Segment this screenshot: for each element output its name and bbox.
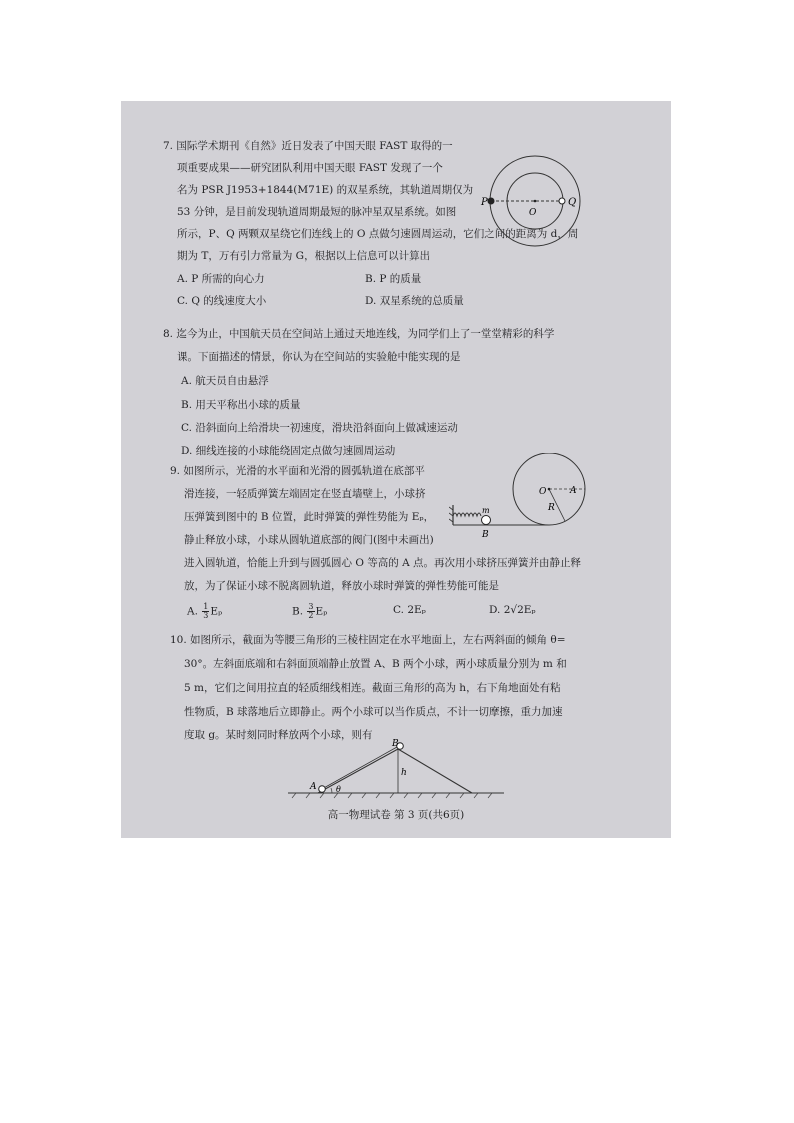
q8-option-c: C. 沿斜面向上给滑块一初速度，滑块沿斜面向上做减速运动 [181, 422, 458, 434]
q7-line-4: 53 分钟，是目前发现轨道周期最短的脉冲星双星系统。如图 [177, 206, 457, 218]
label-theta: θ [336, 785, 341, 794]
q7-line-5: 所示，P、Q 两颗双星绕它们连线上的 O 点做匀速圆周运动，它们之间的距离为 d，周 [177, 228, 579, 240]
q7-line-1: 7. 国际学术期刊《自然》近日发表了中国天眼 FAST 取得的一 [163, 140, 453, 152]
label-o: O [529, 208, 537, 218]
label-m: m [482, 506, 490, 515]
label-p: P [481, 197, 488, 208]
label-h: h [401, 768, 407, 778]
ball [482, 516, 491, 525]
q8-option-b: B. 用天平称出小球的质量 [181, 399, 301, 411]
label-b: B [392, 739, 399, 749]
label-a: A [570, 486, 577, 496]
q10-line-5: 度取 g。某时刻同时释放两个小球，则有 [184, 729, 373, 741]
q9-option-b-fraction: $\frac{3}{2}$ [308, 602, 314, 620]
q9-option-a [187, 603, 222, 620]
q9-line-4: 静止释放小球，小球从圆轨道底部的阀门(图中未画出) [184, 534, 434, 546]
q9-line-6: 放，为了保证小球不脱离圆轨道，释放小球时弹簧的弹性势能可能是 [184, 580, 499, 592]
q9-option-b [292, 603, 327, 620]
q9-line-5: 进入圆轨道，恰能上升到与圆弧圆心 O 等高的 A 点。再次用小球挤压弹簧并由静止释 [184, 557, 582, 569]
q7-line-3: 名为 PSR J1953+1844(M71E) 的双星系统，其轨道周期仅为 [177, 184, 474, 196]
q7-line-2: 项重要成果——研究团队利用中国天眼 FAST 发现了一个 [177, 162, 443, 174]
star-q-dot [559, 198, 565, 204]
ball-a [319, 786, 326, 793]
q9-option-b-energy: Eₚ [315, 605, 328, 618]
triangle-section [318, 749, 472, 793]
q9-line-3: 压弹簧到图中的 B 位置，此时弹簧的弹性势能为 Eₚ， [184, 511, 435, 523]
center-o-dot [534, 200, 537, 203]
angle-arc [331, 788, 332, 793]
exam-page-photo [121, 101, 671, 838]
q10-line-1: 10. 如图所示，截面为等腰三角形的三棱柱固定在水平地面上，左右两斜面的倾角 θ= [170, 634, 566, 646]
q9-line-2: 滑连接，一轻质弹簧左端固定在竖直墙壁上，小球挤 [184, 488, 426, 500]
spring [453, 513, 481, 516]
q9-line-1: 9. 如图所示，光滑的水平面和光滑的圆弧轨道在底部平 [170, 465, 425, 477]
q7-option-d: D. 双星系统的总质量 [365, 295, 464, 307]
q8-line-1: 8. 迄今为止，中国航天员在空间站上通过天地连线，为同学们上了一堂堂精彩的科学 [163, 328, 555, 340]
q7-line-6: 期为 T，万有引力常量为 G，根据以上信息可以计算出 [177, 250, 431, 262]
q9-option-c: C. 2Eₚ [393, 604, 426, 616]
q7-option-c: C. Q 的线速度大小 [177, 295, 267, 307]
string [322, 747, 397, 789]
q9-option-a-energy: Eₚ [210, 605, 223, 618]
binary-star-figure [479, 153, 599, 253]
label-o: O [539, 487, 547, 497]
q10-line-2: 30°。左斜面底端和右斜面顶端静止放置 A、B 两个小球，两小球质量分别为 m 和 [184, 658, 567, 670]
q9-option-a-label: A. [187, 605, 198, 618]
q9-option-b-label: B. [292, 605, 304, 618]
label-q: Q [568, 197, 577, 208]
q10-line-4: 性物质，B 球落地后立即静止。两个小球可以当作质点，不计一切摩擦，重力加速 [184, 706, 563, 718]
q8-option-a: A. 航天员自由悬浮 [181, 375, 269, 387]
q10-line-3: 5 m，它们之间用拉直的轻质细线相连。截面三角形的高为 h，右下角地面处有粘 [184, 682, 561, 694]
q7-option-b: B. P 的质量 [365, 273, 422, 285]
q8-option-d: D. 细线连接的小球能绕固定点做匀速圆周运动 [181, 445, 396, 457]
q7-option-a: A. P 所需的向心力 [177, 273, 265, 285]
triangle-prism-figure [286, 737, 506, 803]
label-a: A [310, 782, 317, 792]
q9-option-d: D. 2√2Eₚ [489, 604, 536, 616]
q8-line-2: 课。下面描述的情景，你认为在空间站的实验舱中能实现的是 [177, 351, 461, 363]
label-b: B [482, 530, 489, 540]
q9-option-a-fraction: $\frac{1}{3}$ [203, 602, 209, 620]
star-p-dot [488, 198, 495, 205]
page-footer: 高一物理试卷 第 3 页(共6页) [327, 809, 465, 821]
label-r: R [548, 503, 555, 513]
loop-track-figure [449, 453, 589, 557]
center-o [548, 488, 551, 491]
ground-hatching [292, 793, 492, 798]
